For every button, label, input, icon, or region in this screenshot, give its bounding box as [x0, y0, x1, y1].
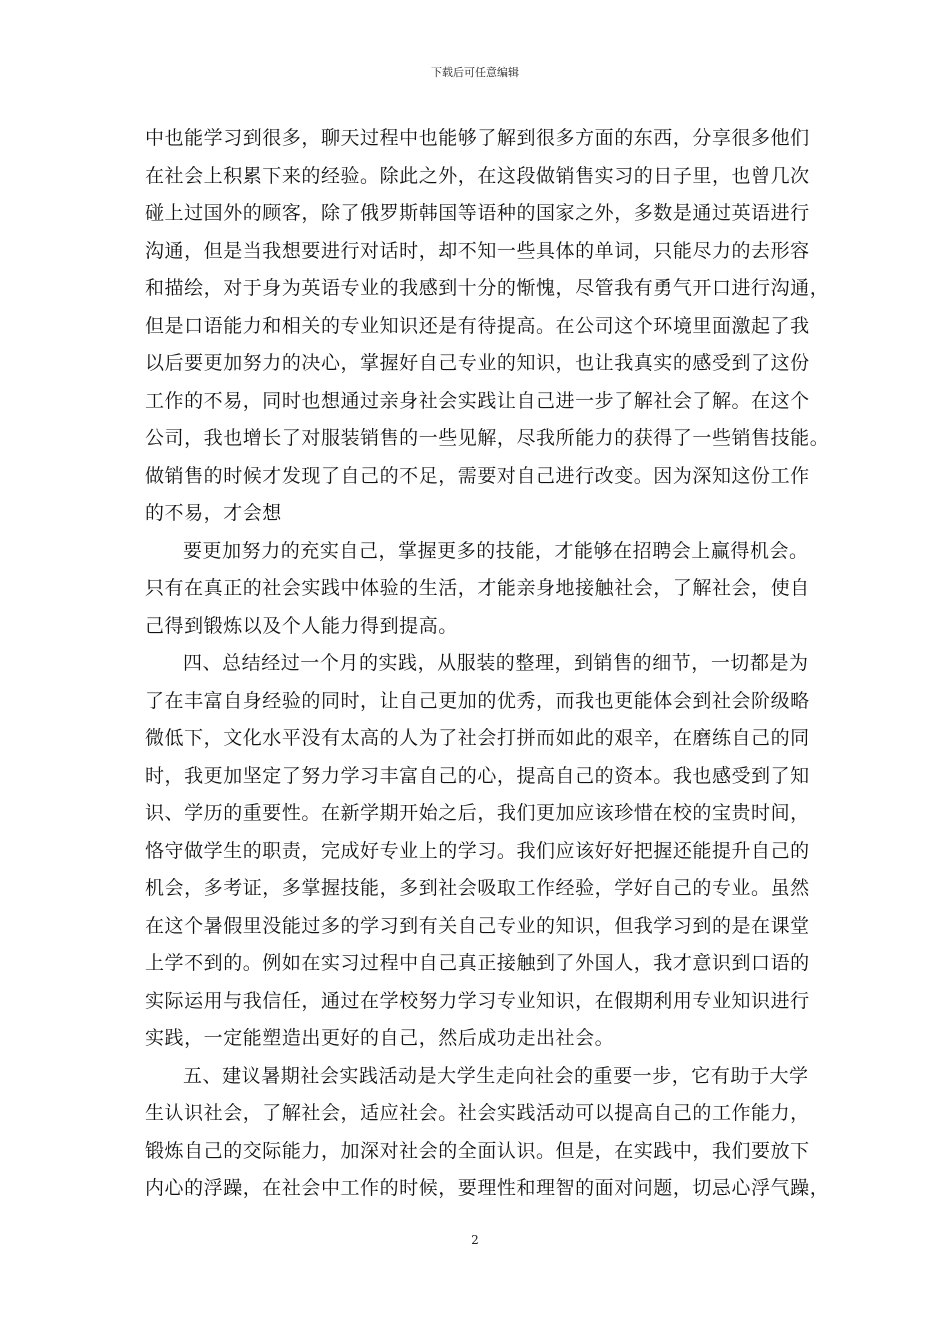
text-line: 以后要更加努力的决心，掌握好自己专业的知识，也让我真实的感受到了这份	[145, 352, 810, 374]
text-line: 生认识社会，了解社会，适应社会。社会实践活动可以提高自己的工作能力，	[145, 1102, 810, 1124]
text-line: 锻炼自己的交际能力，加深对社会的全面认识。但是，在实践中，我们要放下	[145, 1139, 810, 1162]
text-line: 内心的浮躁，在社会中工作的时候，要理性和理智的面对问题，切忌心浮气躁，	[145, 1177, 830, 1199]
text-line: 只有在真正的社会实践中体验的生活，才能亲身地接触社会，了解社会，使自	[145, 577, 810, 599]
paragraph-start-line: 五、建议暑期社会实践活动是大学生走向社会的重要一步，它有助于大学	[183, 1064, 809, 1087]
paragraph-start-line: 要更加努力的充实自己，掌握更多的技能，才能够在招聘会上赢得机会。	[183, 539, 809, 562]
text-line: 机会，多考证，多掌握技能，多到社会吸取工作经验，学好自己的专业。虽然	[145, 877, 810, 899]
text-line: 但是口语能力和相关的专业知识还是有待提高。在公司这个环境里面激起了我	[145, 314, 810, 337]
text-line: 中也能学习到很多，聊天过程中也能够了解到很多方面的东西，分享很多他们	[145, 127, 810, 149]
text-line: 上学不到的。例如在实习过程中自己真正接触到了外国人，我才意识到口语的	[145, 952, 810, 974]
text-line: 工作的不易，同时也想通过亲身社会实践让自己进一步了解社会了解。在这个	[145, 389, 810, 412]
text-line: 识、学历的重要性。在新学期开始之后，我们更加应该珍惜在校的宝贵时间，	[145, 802, 810, 824]
text-line: 己得到锻炼以及个人能力得到提高。	[145, 614, 458, 637]
text-line: 了在丰富自身经验的同时，让自己更加的优秀，而我也更能体会到社会阶级略	[145, 689, 810, 712]
paragraph-start-line: 四、总结经过一个月的实践，从服装的整理，到销售的细节，一切都是为	[183, 652, 809, 674]
text-line: 沟通，但是当我想要进行对话时，却不知一些具体的单词，只能尽力的去形容	[145, 239, 810, 262]
text-line: 公司，我也增长了对服装销售的一些见解，尽我所能力的获得了一些销售技能。	[145, 427, 830, 449]
text-line: 碰上过国外的顾客，除了俄罗斯韩国等语种的国家之外，多数是通过英语进行	[145, 202, 810, 224]
page-number: 2	[471, 1233, 479, 1247]
document-body	[145, 120, 830, 1208]
text-line: 在这个暑假里没能过多的学习到有关自己专业的知识，但我学习到的是在课堂	[145, 914, 810, 937]
text-line: 的不易，才会想	[145, 502, 282, 524]
text-line: 实际运用与我信任，通过在学校努力学习专业知识，在假期利用专业知识进行	[145, 989, 810, 1012]
text-line: 和描绘，对于身为英语专业的我感到十分的惭愧，尽管我有勇气开口进行沟通，	[145, 277, 830, 299]
text-line: 微低下，文化水平没有太高的人为了社会打拼而如此的艰辛，在磨练自己的同	[145, 727, 810, 749]
text-line: 时，我更加坚定了努力学习丰富自己的心，提高自己的资本。我也感受到了知	[145, 764, 810, 787]
text-line: 做销售的时候才发现了自己的不足，需要对自己进行改变。因为深知这份工作	[145, 464, 810, 487]
text-line: 在社会上积累下来的经验。除此之外，在这段做销售实习的日子里，也曾几次	[145, 164, 810, 187]
page-header: 下载后可任意编辑	[431, 66, 519, 79]
text-line: 实践，一定能塑造出更好的自己，然后成功走出社会。	[145, 1027, 615, 1049]
text-line: 恪守做学生的职责，完成好专业上的学习。我们应该好好把握还能提升自己的	[145, 839, 810, 862]
